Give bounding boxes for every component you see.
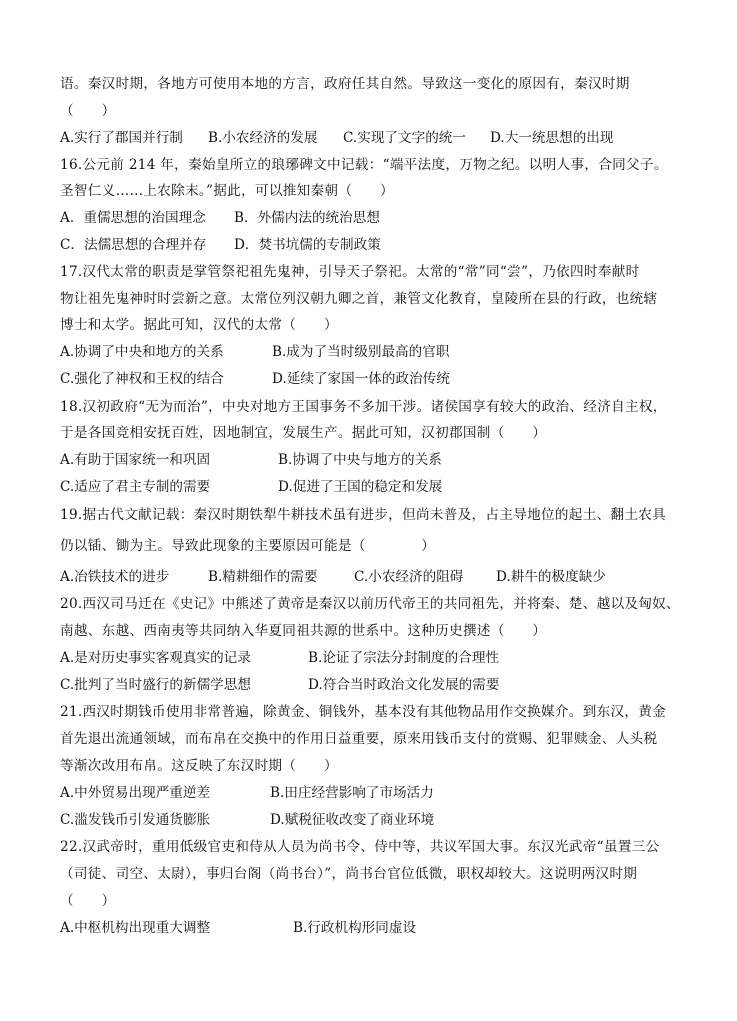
q22-option-b: B.行政机构形同虚设 [293,920,417,936]
q18-option-c: C.适应了君主专制的需要 [60,479,211,495]
q22-stem-line-3: （ ） [60,893,116,909]
q21-option-d: D.赋税征收改变了商业环境 [270,812,435,828]
q17-stem-line-3: 博士和太学。据此可知，汉代的太常（ ） [60,317,338,333]
q21-stem-line-1: 21.西汉时期钱币使用非常普遍，除黄金、铜钱外，基本没有其他物品用作交换媒介。到东汉，黄金 [60,704,667,720]
q16-option-b: B．外儒内法的统治思想 [234,210,380,226]
q16-stem-line-2: 圣智仁义……上农除末。”据此，可以推知秦朝（ ） [60,183,394,199]
q19-option-d: D.耕牛的极度缺少 [496,569,606,585]
q17-stem-line-2: 物让祖先鬼神时时尝新之意。太常位列汉朝九卿之首，兼管文化教育，皇陵所在县的行政，也统辖 [60,291,658,307]
q20-option-c: C.批判了当时盛行的新儒学思想 [60,677,251,693]
q18-stem-line-2: 于是各国竞相安抚百姓，因地制宜，发展生产。据此可知，汉初郡国制（ ） [60,425,547,441]
q18-stem-line-1: 18.汉初政府“无为而治”，中央对地方王国事务不多加干涉。诸侯国享有较大的政治、经济自主权， [60,399,667,415]
q15-option-d: D.大一统思想的出现 [490,130,614,146]
q16-option-c: C．法儒思想的合理并存 [60,237,207,253]
q16-option-d: D．焚书坑儒的专制政策 [234,237,381,253]
q21-option-a: A.中外贸易出现严重逆差 [60,785,211,801]
q17-option-c: C.强化了神权和王权的结合 [60,371,224,387]
q19-stem-line-2: 仍以锸、锄为主。导致此现象的主要原因可能是（ ） [60,538,436,554]
q19-option-c: C.小农经济的阻碍 [354,569,464,585]
q21-stem-line-2: 首先退出流通领域，而布帛在交换中的作用日益重要，原来用钱币支付的赏赐、犯罪赎金、人头税 [60,731,658,747]
q20-option-d: D.符合当时政治文化发展的需要 [308,677,500,693]
q15-stem-line-1: 语。秦汉时期，各地方可使用本地的方言，政府任其自然。导致这一变化的原因有，秦汉时期 [60,76,630,92]
q19-stem-line-1: 19.据古代文献记载：秦汉时期铁犁牛耕技术虽有进步，但尚未普及，占主导地位的起土、翻土农具 [60,507,667,523]
q18-option-b: B.协调了中央与地方的关系 [278,452,442,468]
q17-option-b: B.成为了当时级别最高的官职 [272,344,450,360]
q21-stem-line-3: 等渐次改用布帛。这反映了东汉时期（ ） [60,758,338,774]
q16-option-a: A．重儒思想的治国理念 [60,210,206,226]
q18-option-d: D.促进了王国的稳定和发展 [278,479,443,495]
q22-stem-line-1: 22.汉武帝时，重用低级官吏和侍从人员为尚书令、侍中等，共议军国大事。东汉光武帝“虽置三公 [60,839,660,855]
q15-option-a: A.实行了郡国并行制 [60,130,183,146]
q21-option-c: C.滥发钱币引发通货膨胀 [60,812,211,828]
q15-stem-line-2: （ ） [60,103,116,119]
q17-option-d: D.延续了家国一体的政治传统 [272,371,450,387]
q20-stem-line-2: 南越、东越、西南夷等共同纳入华夏同祖共源的世系中。这种历史撰述（ ） [60,623,547,639]
q22-stem-line-2: （司徒、司空、太尉），事归台阁（尚书台）”，尚书台官位低微，职权却较大。这说明两汉时期 [60,866,638,882]
q19-option-b: B.精耕细作的需要 [208,569,318,585]
q16-stem-line-1: 16.公元前 214 年，秦始皇所立的琅琊碑文中记载：“端平法度，万物之纪。以明人事，合同父子。 [60,157,668,173]
q22-option-a: A.中枢机构出现重大调整 [60,920,211,936]
q20-option-a: A.是对历史事实客观真实的记录 [60,650,251,666]
q18-option-a: A.有助于国家统一和巩固 [60,452,211,468]
q20-stem-line-1: 20.西汉司马迁在《史记》中熊述了黄帝是秦汉以前历代帝王的共同祖先，并将秦、楚、越以及匈奴、 [60,596,680,612]
q20-option-b: B.论证了宗法分封制度的合理性 [308,650,500,666]
q21-option-b: B.田庄经营影响了市场活力 [270,785,434,801]
q19-option-a: A.冶铁技术的进步 [60,569,170,585]
q15-option-c: C.实现了文字的统一 [343,130,466,146]
q17-stem-line-1: 17.汉代太常的职责是掌管祭祀祖先鬼神，引导天子祭祀。太常的“常”同“尝”，乃依四时奉献时 [60,264,640,280]
q15-option-b: B.小农经济的发展 [208,130,318,146]
q17-option-a: A.协调了中央和地方的关系 [60,344,224,360]
